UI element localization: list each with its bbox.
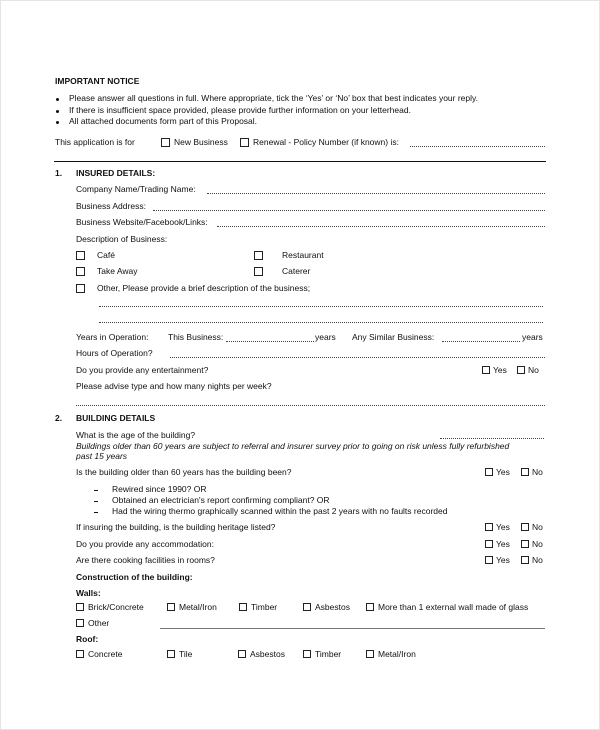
company-name-field[interactable] xyxy=(207,193,545,194)
roof-concrete-checkbox[interactable] xyxy=(76,650,84,658)
heritage-yes-checkbox[interactable] xyxy=(485,523,493,531)
bullet-icon xyxy=(56,121,59,124)
hours-of-operation-field[interactable] xyxy=(170,357,545,358)
building-age-note-line-1: Buildings older than 60 years are subject to referral and insurer survey prior to going on risk unless fully refurbished xyxy=(76,441,510,451)
walls-timber-label: Timber xyxy=(251,602,278,612)
notice-title: IMPORTANT NOTICE xyxy=(55,76,140,86)
walls-other-field[interactable] xyxy=(160,628,545,629)
business-description-line-2[interactable] xyxy=(99,322,543,323)
entertainment-yes-label: Yes xyxy=(493,365,507,375)
walls-metal-iron-label: Metal/Iron xyxy=(179,602,217,612)
condition-1: Rewired since 1990? OR xyxy=(112,484,207,494)
walls-timber-checkbox[interactable] xyxy=(239,603,247,611)
renewal-label: Renewal - Policy Number (if known) is: xyxy=(253,137,399,147)
similar-business-years-field[interactable] xyxy=(442,341,520,342)
business-description-line-1[interactable] xyxy=(99,306,543,307)
new-business-checkbox[interactable] xyxy=(161,138,170,147)
notice-bullet-2: If there is insufficient space provided, please provide further information on your letterhead. xyxy=(69,105,411,115)
construction-title: Construction of the building: xyxy=(76,572,193,582)
accommodation-question: Do you provide any accommodation: xyxy=(76,539,214,549)
older-than-60-question: Is the building older than 60 years has the building been? xyxy=(76,467,292,477)
roof-metal-iron-checkbox[interactable] xyxy=(366,650,374,658)
years-in-operation-label: Years in Operation: xyxy=(76,332,149,342)
entertainment-no-label: No xyxy=(528,365,539,375)
entertainment-no-checkbox[interactable] xyxy=(517,366,525,374)
years-unit-2: years xyxy=(522,332,543,342)
accommodation-no-label: No xyxy=(532,539,543,549)
walls-asbestos-label: Asbestos xyxy=(315,602,350,612)
take-away-checkbox[interactable] xyxy=(76,267,85,276)
description-label: Description of Business: xyxy=(76,234,168,244)
business-website-label: Business Website/Facebook/Links: xyxy=(76,217,208,227)
walls-glass-checkbox[interactable] xyxy=(366,603,374,611)
business-address-label: Business Address: xyxy=(76,201,146,211)
walls-other-checkbox[interactable] xyxy=(76,619,84,627)
walls-metal-iron-checkbox[interactable] xyxy=(167,603,175,611)
heritage-question: If insuring the building, is the building heritage listed? xyxy=(76,522,276,532)
walls-other-label: Other xyxy=(88,618,110,628)
section1-title: INSURED DETAILS: xyxy=(76,168,156,178)
application-label: This application is for xyxy=(55,137,135,147)
building-age-question: What is the age of the building? xyxy=(76,430,196,440)
walls-label: Walls: xyxy=(76,588,101,598)
bullet-icon xyxy=(56,110,59,113)
older-than-60-no-checkbox[interactable] xyxy=(521,468,529,476)
cooking-yes-label: Yes xyxy=(496,555,510,565)
condition-3: Had the wiring thermo graphically scanned within the past 2 years with no faults recorded xyxy=(112,506,448,516)
roof-asbestos-label: Asbestos xyxy=(250,649,285,659)
heritage-yes-label: Yes xyxy=(496,522,510,532)
building-age-field[interactable] xyxy=(440,438,544,439)
accommodation-yes-label: Yes xyxy=(496,539,510,549)
older-than-60-no-label: No xyxy=(532,467,543,477)
accommodation-yes-checkbox[interactable] xyxy=(485,540,493,548)
section2-number: 2. xyxy=(55,413,63,423)
nights-per-week-field[interactable] xyxy=(76,405,545,406)
other-business-label: Other, Please provide a brief description of the business; xyxy=(97,283,311,293)
cooking-yes-checkbox[interactable] xyxy=(485,556,493,564)
walls-asbestos-checkbox[interactable] xyxy=(303,603,311,611)
caterer-label: Caterer xyxy=(282,266,311,276)
years-unit-1: years xyxy=(315,332,336,342)
caterer-checkbox[interactable] xyxy=(254,267,263,276)
heritage-no-label: No xyxy=(532,522,543,532)
dash-icon xyxy=(94,512,98,513)
roof-timber-checkbox[interactable] xyxy=(303,650,311,658)
roof-concrete-label: Concrete xyxy=(88,649,123,659)
this-business-years-field[interactable] xyxy=(226,341,314,342)
dash-icon xyxy=(94,501,98,502)
cooking-no-checkbox[interactable] xyxy=(521,556,529,564)
older-than-60-yes-checkbox[interactable] xyxy=(485,468,493,476)
section2-title: BUILDING DETAILS xyxy=(76,413,156,423)
roof-metal-iron-label: Metal/Iron xyxy=(378,649,416,659)
renewal-checkbox[interactable] xyxy=(240,138,249,147)
similar-business-label: Any Similar Business: xyxy=(352,332,435,342)
roof-timber-label: Timber xyxy=(315,649,342,659)
roof-label: Roof: xyxy=(76,634,99,644)
roof-tile-label: Tile xyxy=(179,649,193,659)
walls-brick-concrete-checkbox[interactable] xyxy=(76,603,84,611)
roof-tile-checkbox[interactable] xyxy=(167,650,175,658)
nights-per-week-label: Please advise type and how many nights per week? xyxy=(76,381,272,391)
building-age-note-line-2: past 15 years xyxy=(76,451,128,461)
this-business-label: This Business: xyxy=(168,332,224,342)
policy-number-field[interactable] xyxy=(410,146,545,147)
company-name-label: Company Name/Trading Name: xyxy=(76,184,196,194)
walls-brick-concrete-label: Brick/Concrete xyxy=(88,602,144,612)
business-website-field[interactable] xyxy=(217,226,545,227)
roof-asbestos-checkbox[interactable] xyxy=(238,650,246,658)
business-address-field[interactable] xyxy=(153,210,545,211)
condition-2: Obtained an electrician's report confirming compliant? OR xyxy=(112,495,330,505)
heritage-no-checkbox[interactable] xyxy=(521,523,529,531)
cafe-checkbox[interactable] xyxy=(76,251,85,260)
dash-icon xyxy=(94,490,98,491)
entertainment-yes-checkbox[interactable] xyxy=(482,366,490,374)
accommodation-no-checkbox[interactable] xyxy=(521,540,529,548)
cooking-question: Are there cooking facilities in rooms? xyxy=(76,555,215,565)
walls-glass-label: More than 1 external wall made of glass xyxy=(378,602,529,612)
other-business-checkbox[interactable] xyxy=(76,284,85,293)
cooking-no-label: No xyxy=(532,555,543,565)
bullet-icon xyxy=(56,98,59,101)
hours-of-operation-label: Hours of Operation? xyxy=(76,348,153,358)
entertainment-question: Do you provide any entertainment? xyxy=(76,365,209,375)
new-business-label: New Business xyxy=(174,137,228,147)
notice-bullet-1: Please answer all questions in full. Where appropriate, tick the ‘Yes’ or ‘No’ box that best indicates your reply. xyxy=(69,93,478,103)
section-divider xyxy=(54,161,546,162)
cafe-label: Café xyxy=(97,250,115,260)
restaurant-checkbox[interactable] xyxy=(254,251,263,260)
take-away-label: Take Away xyxy=(97,266,138,276)
section1-number: 1. xyxy=(55,168,63,178)
notice-bullet-3: All attached documents form part of this Proposal. xyxy=(69,116,258,126)
restaurant-label: Restaurant xyxy=(282,250,324,260)
older-than-60-yes-label: Yes xyxy=(496,467,510,477)
